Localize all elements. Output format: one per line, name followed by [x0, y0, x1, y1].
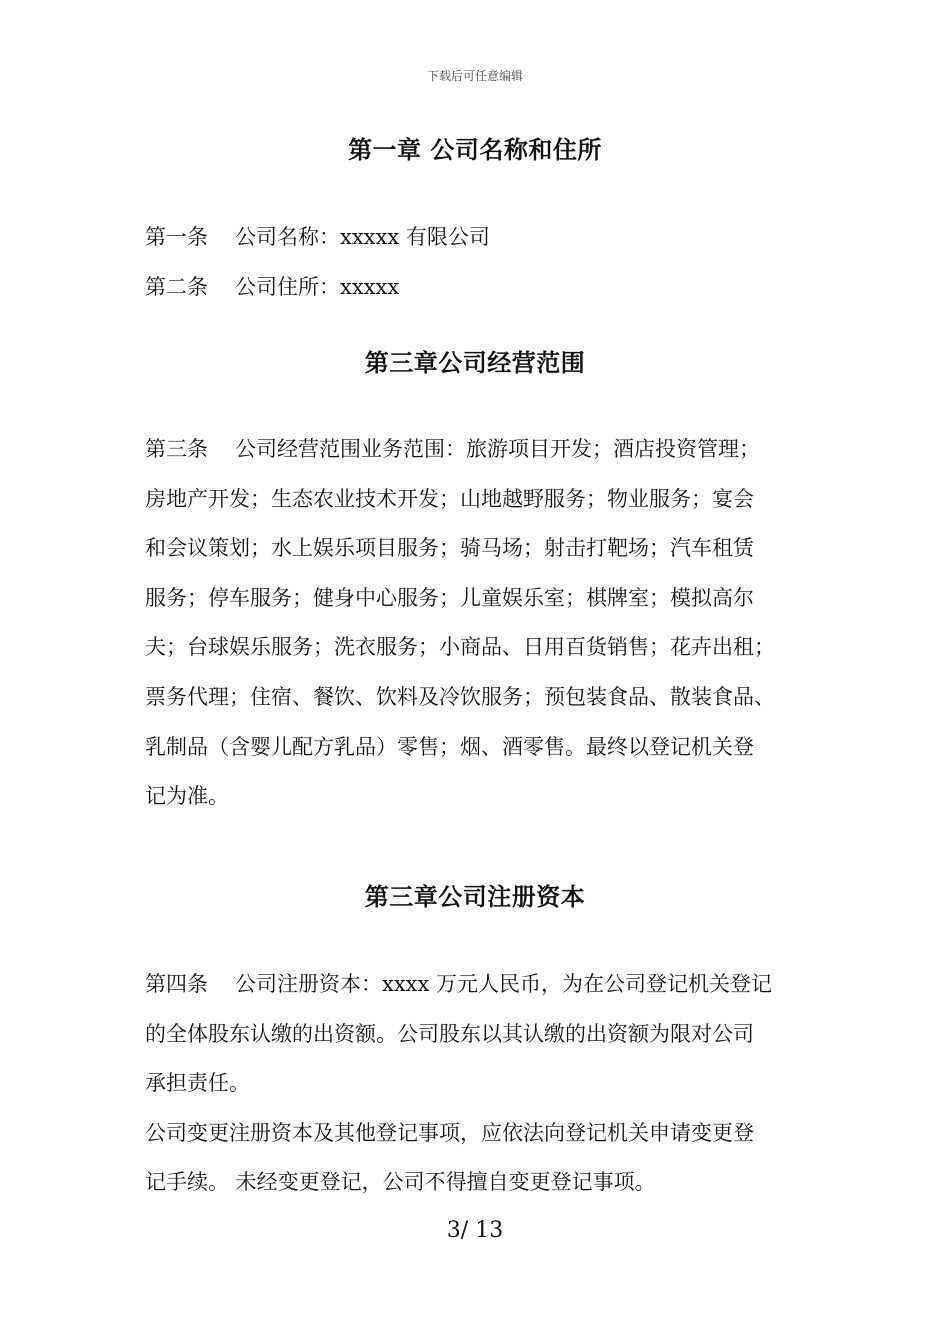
chapter-1-articles: [145, 213, 809, 312]
article-1-number: 第一条: [145, 225, 208, 249]
header-note: 下载后可任意编辑: [426, 69, 523, 83]
article-3: [145, 425, 809, 822]
chapter-business-scope-title: 第三章公司经营范围: [364, 349, 586, 377]
article-3-line: 夫；台球娱乐服务；洗衣服务；小商品、日用百货销售；花卉出租；: [145, 635, 775, 660]
article-3-line: 记为准。: [145, 784, 229, 809]
article-4-line: 的全体股东认缴的出资额。公司股东以其认缴的出资额为限对公司: [145, 1021, 754, 1046]
article-3-line: 服务；停车服务；健身中心服务；儿童娱乐室；棋牌室；模拟高尔: [145, 585, 754, 610]
article-4-line: 承担责任。: [145, 1071, 250, 1096]
article-3-line: 房地产开发；生态农业技术开发；山地越野服务；物业服务；宴会: [145, 486, 754, 511]
article-1: [145, 213, 809, 263]
article-4: [145, 960, 809, 1208]
article-4-line-text: 公司注册资本：xxxx 万元人民币，为在公司登记机关登记: [235, 972, 773, 996]
article-1-text: 公司名称：xxxxx 有限公司: [235, 225, 490, 249]
article-3-line-text: 公司经营范围业务范围：旅游项目开发；酒店投资管理；: [235, 437, 760, 461]
chapter-1-title: 第一章 公司名称和住所: [348, 136, 602, 164]
article-3-line: 和会议策划；水上娱乐项目服务；骑马场；射击打靶场；汽车租赁: [145, 536, 754, 561]
capital-change-paragraph-line: 公司变更注册资本及其他登记事项，应依法向登记机关申请变更登: [145, 1120, 754, 1145]
article-3-line: 乳制品（含婴儿配方乳品）零售；烟、酒零售。最终以登记机关登: [145, 734, 754, 759]
article-3-number: 第三条: [145, 437, 208, 461]
article-2-number: 第二条: [145, 274, 208, 299]
article-2-text: 公司住所：xxxxx: [235, 274, 400, 299]
chapter-registered-capital-title: 第三章公司注册资本: [364, 883, 586, 911]
article-3-line: [145, 425, 809, 475]
capital-change-paragraph-line: 记手续。 未经变更登记，公司不得擅自变更登记事项。: [145, 1170, 656, 1195]
article-4-line: [145, 960, 809, 1010]
page-number: 3/ 13: [446, 1218, 504, 1243]
article-3-line: 票务代理；住宿、餐饮、饮料及冷饮服务；预包装食品、散装食品、: [145, 684, 775, 709]
article-4-number: 第四条: [145, 972, 208, 996]
article-2: [145, 263, 809, 313]
